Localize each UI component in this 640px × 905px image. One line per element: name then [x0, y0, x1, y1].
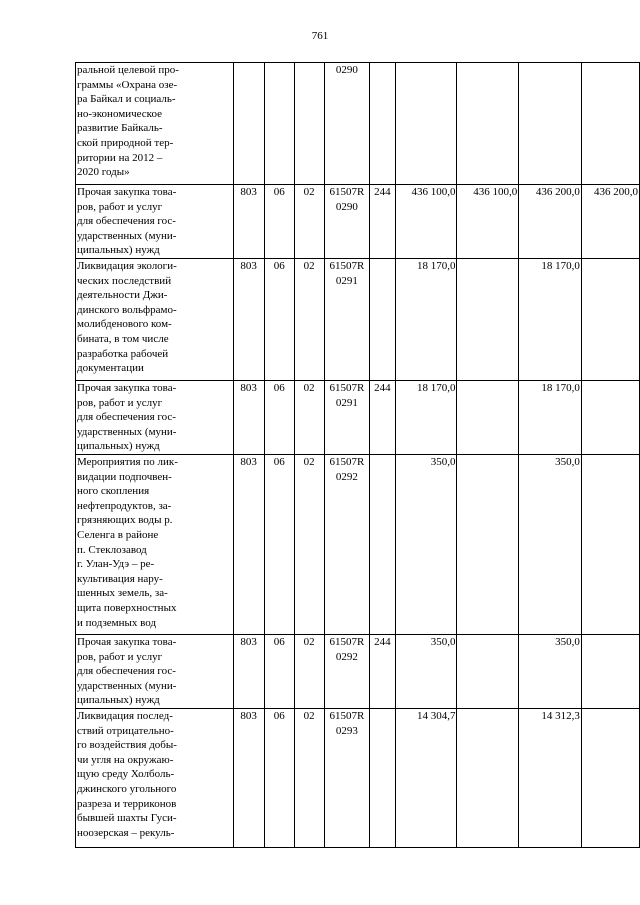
- ministry-code: 803: [233, 381, 264, 455]
- description-line: динского вольфрамо-: [77, 303, 177, 316]
- page-number: 761: [311, 30, 329, 42]
- amount-2: 436 100,0: [457, 185, 519, 259]
- description-line: ноозерская – рекуль-: [77, 826, 175, 839]
- description-line: Прочая закупка това-: [77, 636, 177, 648]
- description-line: разреза и терриконов: [77, 797, 177, 810]
- code-line: 61507R: [329, 186, 365, 198]
- description-line: для обеспечения гос-: [77, 215, 176, 228]
- description-line: го воздействия добы-: [77, 739, 177, 752]
- code-line: 61507R: [329, 382, 365, 394]
- description-line: нефтепродуктов, за-: [77, 499, 172, 512]
- target-article-code: [324, 63, 369, 185]
- description-line: 2020 годы»: [77, 166, 130, 179]
- description-line: видации подпочвен-: [77, 470, 172, 483]
- target-article-code: [324, 381, 369, 455]
- subsection-code: 02: [294, 709, 324, 848]
- code-line: 61507R: [329, 710, 365, 722]
- description-line: и подземных вод: [77, 616, 157, 629]
- ministry-code: [233, 63, 264, 185]
- target-article-code: [324, 709, 369, 848]
- description-line: разработка рабочей: [77, 347, 169, 360]
- description-line: щую среду Холболь-: [77, 768, 175, 781]
- row-description: [76, 259, 234, 381]
- description-line: ударственных (муни-: [77, 425, 177, 438]
- description-line: шенных земель, за-: [77, 587, 168, 600]
- description-line: Мероприятия по лик-: [77, 456, 178, 468]
- subsection-code: 02: [294, 259, 324, 381]
- row-description: [76, 455, 234, 635]
- description-line: ритории на 2012 –: [77, 151, 163, 164]
- amount-4: [581, 709, 639, 848]
- amount-4: 436 200,0: [581, 185, 639, 259]
- description-line: ципальных) нужд: [77, 694, 160, 707]
- code-line: 0293: [335, 724, 358, 737]
- description-line: ударственных (муни-: [77, 679, 177, 692]
- description-line: ской природной тер-: [77, 136, 174, 149]
- description-line: ческих последствий: [77, 274, 172, 287]
- description-line: джинского угольного: [77, 782, 177, 795]
- amount-3: 14 312,3: [519, 709, 582, 848]
- description-line: Ликвидация послед-: [77, 710, 173, 722]
- section-code: [264, 63, 294, 185]
- description-line: для обеспечения гос-: [77, 411, 176, 424]
- ministry-code: 803: [233, 185, 264, 259]
- amount-1: 14 304,7: [395, 709, 457, 848]
- code-line: 61507R: [329, 260, 365, 272]
- expense-type: 244: [370, 185, 396, 259]
- description-line: г. Улан-Удэ – ре-: [77, 558, 155, 571]
- description-line: молибденового ком-: [77, 318, 172, 331]
- expense-type: [370, 259, 396, 381]
- table-row: [76, 63, 640, 185]
- description-line: ствий отрицательно-: [77, 724, 174, 737]
- amount-3: 436 200,0: [519, 185, 582, 259]
- row-description: [76, 635, 234, 709]
- section-code: 06: [264, 635, 294, 709]
- description-line: грязняющих воды р.: [77, 514, 173, 527]
- expense-type: [370, 63, 396, 185]
- target-article-code: [324, 455, 369, 635]
- ministry-code: 803: [233, 635, 264, 709]
- section-code: 06: [264, 259, 294, 381]
- amount-4: [581, 635, 639, 709]
- expense-type: 244: [370, 635, 396, 709]
- description-line: бывшей шахты Гуси-: [77, 812, 177, 825]
- code-line: 61507R: [329, 456, 365, 468]
- section-code: 06: [264, 381, 294, 455]
- description-line: чи угля на окружаю-: [77, 753, 174, 766]
- description-line: культивация нару-: [77, 572, 163, 585]
- subsection-code: [294, 63, 324, 185]
- code-line: 0292: [335, 470, 358, 483]
- amount-3: 18 170,0: [519, 381, 582, 455]
- row-description: [76, 185, 234, 259]
- amount-1: [395, 63, 457, 185]
- amount-2: [457, 381, 519, 455]
- expense-type: [370, 709, 396, 848]
- subsection-code: 02: [294, 185, 324, 259]
- amount-1: 18 170,0: [395, 259, 457, 381]
- ministry-code: 803: [233, 259, 264, 381]
- description-line: деятельности Джи-: [77, 289, 168, 302]
- description-line: ров, работ и услуг: [77, 396, 163, 409]
- amount-2: [457, 635, 519, 709]
- ministry-code: 803: [233, 455, 264, 635]
- amount-2: [457, 455, 519, 635]
- amount-1: 18 170,0: [395, 381, 457, 455]
- table-row: [76, 635, 640, 709]
- amount-4: [581, 63, 639, 185]
- description-line: щита поверхностных: [77, 601, 177, 614]
- amount-4: [581, 381, 639, 455]
- amount-3: [519, 63, 582, 185]
- description-line: ударственных (муни-: [77, 229, 177, 242]
- amount-1: 350,0: [395, 635, 457, 709]
- code-line: 61507R: [329, 636, 365, 648]
- amount-2: [457, 63, 519, 185]
- description-line: но-экономическое: [77, 107, 162, 120]
- target-article-code: [324, 185, 369, 259]
- description-line: для обеспечения гос-: [77, 665, 176, 678]
- description-line: ного скопления: [77, 485, 150, 498]
- table-row: [76, 709, 640, 848]
- amount-4: [581, 455, 639, 635]
- code-line: 0291: [335, 274, 358, 287]
- target-article-code: [324, 635, 369, 709]
- code-line: 0290: [335, 200, 358, 213]
- row-description: [76, 381, 234, 455]
- ministry-code: 803: [233, 709, 264, 848]
- table-row: [76, 259, 640, 381]
- subsection-code: 02: [294, 635, 324, 709]
- amount-3: 350,0: [519, 635, 582, 709]
- table-row: [76, 185, 640, 259]
- amount-2: [457, 259, 519, 381]
- amount-1: 436 100,0: [395, 185, 457, 259]
- description-line: ципальных) нужд: [77, 440, 160, 453]
- description-line: ра Байкал и социаль-: [77, 93, 176, 106]
- description-line: п. Стеклозавод: [77, 543, 147, 556]
- table-row: [76, 381, 640, 455]
- section-code: 06: [264, 709, 294, 848]
- expense-type: [370, 455, 396, 635]
- description-line: ральной целевой про-: [77, 64, 179, 76]
- target-article-code: [324, 259, 369, 381]
- code-line: 0291: [335, 396, 358, 409]
- subsection-code: 02: [294, 455, 324, 635]
- row-description: [76, 709, 234, 848]
- section-code: 06: [264, 455, 294, 635]
- description-line: Прочая закупка това-: [77, 186, 177, 198]
- description-line: ров, работ и услуг: [77, 200, 163, 213]
- table-row: [76, 455, 640, 635]
- amount-3: 350,0: [519, 455, 582, 635]
- section-code: 06: [264, 185, 294, 259]
- expense-type: 244: [370, 381, 396, 455]
- code-line: 0292: [335, 650, 358, 663]
- description-line: Прочая закупка това-: [77, 382, 177, 394]
- code-line: 0290: [335, 64, 358, 76]
- description-line: Ликвидация экологи-: [77, 260, 177, 272]
- amount-4: [581, 259, 639, 381]
- description-line: ров, работ и услуг: [77, 650, 163, 663]
- description-line: Селенга в районе: [77, 528, 159, 541]
- description-line: развитие Байкаль-: [77, 122, 163, 135]
- description-line: ципальных) нужд: [77, 244, 160, 257]
- description-line: граммы «Охрана озе-: [77, 78, 178, 91]
- amount-2: [457, 709, 519, 848]
- subsection-code: 02: [294, 381, 324, 455]
- amount-3: 18 170,0: [519, 259, 582, 381]
- description-line: бината, в том числе: [77, 332, 169, 345]
- row-description: [76, 63, 234, 185]
- budget-table: [75, 62, 640, 848]
- amount-1: 350,0: [395, 455, 457, 635]
- description-line: документации: [77, 362, 144, 375]
